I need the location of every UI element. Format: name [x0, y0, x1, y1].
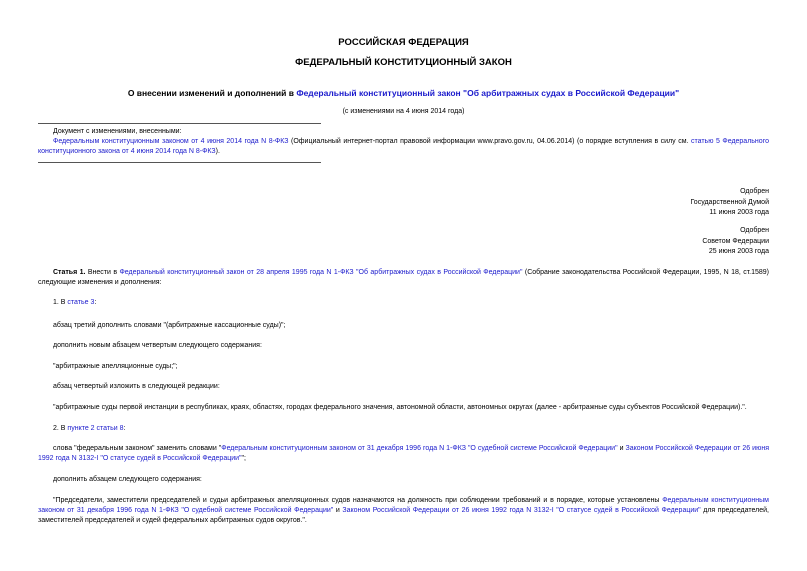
paragraph-6-text-2: и — [617, 445, 626, 452]
approval-duma-line2: Государственной Думой — [690, 198, 769, 206]
paragraph-8-link-1fkz[interactable]: Федеральным конституционным законом от 31 декабря 1996 года N 1-ФКЗ "О судебной системе Российской Федерации" — [38, 497, 769, 514]
law-type-heading: ФЕДЕРАЛЬНЫЙ КОНСТИТУЦИОННЫЙ ЗАКОН — [295, 57, 512, 68]
item-2-link[interactable]: пункте 2 статьи 8 — [67, 425, 124, 432]
item-1 — [53, 298, 769, 308]
article-1-law-link[interactable]: Федеральный конституционный закон от 28 апреля 1995 года N 1-ФКЗ "Об арбитражных судах в Российской Федерации" — [119, 269, 523, 276]
paragraph-6-text-3: "; — [241, 455, 246, 462]
country-heading: РОССИЙСКАЯ ФЕДЕРАЦИЯ — [338, 37, 469, 48]
item-2-suffix: : — [123, 425, 126, 432]
changes-intro: Документ с изменениями, внесенными: — [53, 128, 182, 135]
item-1-suffix: : — [94, 299, 97, 306]
approval-duma — [690, 187, 769, 219]
paragraph-6-link-1fkz[interactable]: Федеральным конституционным законом от 31 декабря 1996 года N 1-ФКЗ "О судебной системе Российской Федерации" — [221, 445, 618, 452]
paragraph-6 — [38, 444, 769, 464]
paragraph-5: "арбитражные суды первой инстанции в республиках, краях, областях, городах федерального значения, автономной области, автономных округах (далее - арбитражные суды субъектов Российской Федерации).". — [53, 404, 747, 411]
item-1-prefix: 1. В — [53, 299, 68, 306]
approval-duma-line1: Одобрен — [740, 188, 769, 195]
item-2 — [53, 424, 769, 434]
document-title — [0, 88, 807, 98]
paragraph-8-text-1: "Председатели, заместители председателей и судьи арбитражных апелляционных судов назначаются на должность при соблюдении требований и в порядке, которые установлены — [53, 497, 663, 504]
paragraph-1: абзац третий дополнить словами "(арбитражные кассационные суды)"; — [53, 322, 286, 329]
paragraph-8-link-3132[interactable]: Законом Российской Федерации от 26 июня 1992 года N 3132-I "О статусе судей в Российской Федерации" — [342, 507, 701, 514]
article-1-intro — [38, 268, 769, 288]
paragraph-4: абзац четвертый изложить в следующей редакции: — [53, 383, 220, 390]
paragraph-8-text-2: и — [333, 507, 343, 514]
paragraph-8 — [38, 496, 769, 526]
paragraph-3: "арбитражные апелляционные суды;"; — [53, 363, 178, 370]
note-bottom-rule — [38, 162, 321, 163]
changes-link-8fkz[interactable]: Федеральным конституционным законом от 4 июня 2014 года N 8-ФКЗ — [53, 138, 289, 145]
approval-council-line1: Одобрен — [740, 227, 769, 234]
paragraph-8-text-3: для председателей, заместителей председателей и судей федеральных арбитражных судов округов.". — [38, 507, 769, 524]
approval-duma-date: 11 июня 2003 года — [709, 209, 769, 216]
approval-council — [702, 226, 769, 258]
changes-note-text — [38, 137, 769, 157]
approval-council-line2: Советом Федерации — [702, 237, 769, 245]
note-top-rule — [38, 123, 321, 124]
paragraph-2: дополнить новым абзацем четвертым следующего содержания: — [53, 342, 262, 349]
article-1-text-2: (Собрание законодательства Российской Федерации, 1995, N 18, ст.1589) следующие изменения и дополнения: — [38, 269, 769, 286]
article-1-text-1: Внести в — [85, 269, 120, 276]
changes-text-1: (Официальный интернет-портал правовой информации www.pravo.gov.ru, 04.06.2014) (о порядке вступления в силу см. — [288, 138, 691, 145]
item-1-link[interactable]: статье 3 — [67, 299, 95, 306]
changes-link-article5[interactable]: статью 5 Федерального конституционного закона от 4 июня 2014 года N 8-ФКЗ — [38, 138, 769, 155]
title-law-link[interactable]: Федеральный конституционный закон "Об арбитражных судах в Российской Федерации" — [296, 88, 680, 98]
paragraph-6-text-1: слова "федеральным законом" заменить словами " — [53, 445, 222, 452]
title-prefix: О внесении изменений и дополнений в — [127, 88, 297, 98]
approval-council-date: 25 июня 2003 года — [708, 248, 769, 255]
changes-text-2: ). — [215, 148, 220, 155]
paragraph-7: дополнить абзацем следующего содержания: — [53, 476, 202, 483]
paragraph-6-link-3132[interactable]: Законом Российской Федерации от 26 июня 1992 года N 3132-I "О статусе судей в Российской Федерации" — [38, 445, 769, 462]
item-2-prefix: 2. В — [53, 425, 68, 432]
edition-note: (с изменениями на 4 июня 2014 года) — [342, 108, 465, 115]
article-1-label: Статья 1. — [53, 269, 86, 276]
